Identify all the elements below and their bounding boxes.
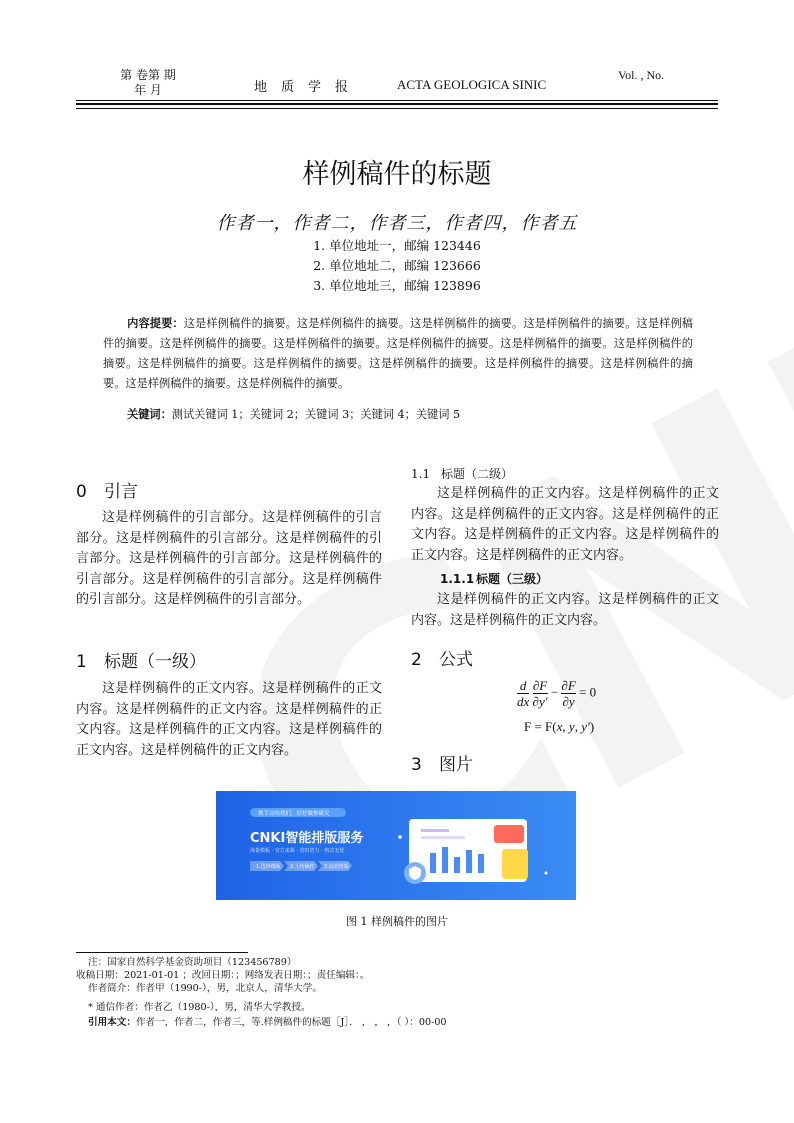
section-1-1-1-number: 1.1.1	[440, 572, 475, 586]
banner-step-2: 2.上传稿件	[290, 864, 315, 870]
issue-info	[108, 68, 188, 98]
section-0-body: 这是样例稿件的引言部分。这是样例稿件的引言部分。这是样例稿件的引言部分。这是样例稿件的引言部分。这是样例稿件的引言部分。这是样例稿件的引言部分。这是样例稿件的引言部分。这是样例稿件的引言部分。这是样例稿件的引言部分。	[76, 510, 382, 608]
header-rule-thick	[76, 103, 718, 105]
keywords-text: 测试关键词 1；关键词 2；关键词 3；关键词 4；关键词 5	[171, 408, 461, 421]
frac-dF-dyprime: $\frac{\partial F}{\partial y'}$	[532, 678, 548, 709]
affiliation-1: 1. 单位地址一，邮编 123446	[313, 238, 481, 253]
section-1-heading	[76, 647, 206, 672]
section-1-1-number: 1.1	[411, 467, 431, 481]
section-2-title: 公式	[439, 650, 473, 670]
section-0-title: 引言	[104, 482, 138, 502]
banner-subtitle: 海量模板 · 官方来源 · 省时省力 · 格式无忧	[250, 848, 345, 854]
abstract-text: 这是样例稿件的摘要。这是样例稿件的摘要。这是样例稿件的摘要。这是样例稿件的摘要。这是样例稿件的摘要。这是样例稿件的摘要。这是样例稿件的摘要。这是样例稿件的摘要。这是样例稿件的摘要。这是样例稿件的摘要。这是样例稿件的摘要。这是样例稿件的摘要。这是样例稿件的摘要。这是样例稿件的摘要。这是样例稿件的摘要。这是样例稿件的摘要。这是样例稿件的摘要。	[103, 317, 693, 390]
section-1-number: 1	[76, 652, 87, 672]
journal-name-cn: 地质学报	[254, 80, 363, 95]
banner-tag: 携手交给我们，好好做你研究	[258, 811, 330, 817]
section-1-1-1-title: 标题（三级）	[476, 572, 549, 586]
frac-dF-dy: $\frac{\partial F}{\partial y}$	[561, 678, 576, 709]
section-1-1-title: 标题（二级）	[441, 467, 514, 481]
section-3-number: 3	[411, 755, 422, 775]
volume-info: Vol. , No.	[618, 68, 665, 82]
paper-title: 样例稿件的标题	[302, 159, 492, 190]
author-list: 作者一，作者二，作者三，作者四，作者五	[216, 213, 578, 234]
section-1-1-1-body: 这是样例稿件的正文内容。这是样例稿件的正文内容。这是样例稿件的正文内容。	[411, 592, 719, 628]
section-2-heading	[411, 645, 473, 670]
footnote-author-bio: 作者简介：作者甲（1990-），男，北京人，清华大学。	[88, 983, 322, 994]
section-1-1-body: 这是样例稿件的正文内容。这是样例稿件的正文内容。这是样例稿件的正文内容。这是样例稿件的正文内容。这是样例稿件的正文内容。这是样例稿件的正文内容。这是样例稿件的正文内容。	[411, 486, 719, 563]
journal-name-en: ACTA GEOLOGICA SINIC	[397, 77, 547, 92]
section-1-1-heading	[411, 465, 513, 482]
abstract-label: 内容提要：	[127, 317, 184, 330]
banner-step-3: 3.启动排版	[324, 864, 349, 870]
header-rule-top	[76, 100, 718, 101]
footnote-corresponding: * 通信作者：作者乙（1980-），男，清华大学教授。	[88, 1002, 311, 1013]
footnote-rule	[76, 952, 248, 953]
keywords	[127, 406, 460, 422]
section-3-title: 图片	[439, 755, 473, 775]
footnote-dates: 收稿日期：2021-01-01 ；改回日期：；网络发表日期：；责任编辑：。	[76, 970, 370, 981]
keywords-label: 关键词：	[127, 408, 172, 421]
issue-line-1: 第 卷第 期	[120, 68, 176, 82]
footnote-fund: 注：国家自然科学基金资助项目（123456789）	[88, 957, 297, 968]
section-0-number: 0	[76, 482, 87, 502]
figure-1-caption: 图 1 样例稿件的图片	[346, 915, 448, 928]
section-1-body: 这是样例稿件的正文内容。这是样例稿件的正文内容。这是样例稿件的正文内容。这是样例稿件的正文内容。这是样例稿件的正文内容。这是样例稿件的正文内容。这是样例稿件的正文内容。	[76, 681, 382, 758]
footnote-citation	[88, 1016, 447, 1030]
section-3-heading	[411, 750, 473, 775]
frac-d-dx: $\frac{d}{dx}$	[517, 678, 530, 709]
citation-text: 作者一，作者二，作者三，等.样例稿件的标题［J］． ， ， ，（ ）：00-00	[135, 1017, 447, 1028]
equation-1: $\frac{d}{dx}$ $\frac{\partial F}{\partial y'}$ − $\frac{\partial F}{\partial y}$ = 0	[517, 678, 597, 709]
equation-2: F = F(x, y, y′)	[524, 719, 595, 734]
section-2-number: 2	[411, 650, 422, 670]
affiliation-3: 3. 单位地址三，邮编 123896	[313, 278, 481, 293]
issue-line-2: 年 月	[134, 83, 162, 97]
abstract	[103, 314, 693, 394]
header-rule-bottom	[76, 108, 718, 109]
banner-step-1: 1.选择模板	[256, 864, 281, 870]
section-0-heading	[76, 477, 138, 502]
section-1-title: 标题（一级）	[104, 652, 206, 672]
section-1-1-1-heading	[440, 570, 548, 587]
figure-1-image	[216, 791, 576, 900]
citation-label: 引用本文：	[88, 1017, 136, 1028]
affiliation-2: 2. 单位地址二，邮编 123666	[313, 258, 481, 273]
banner-title: CNKI智能排版服务	[250, 831, 364, 846]
